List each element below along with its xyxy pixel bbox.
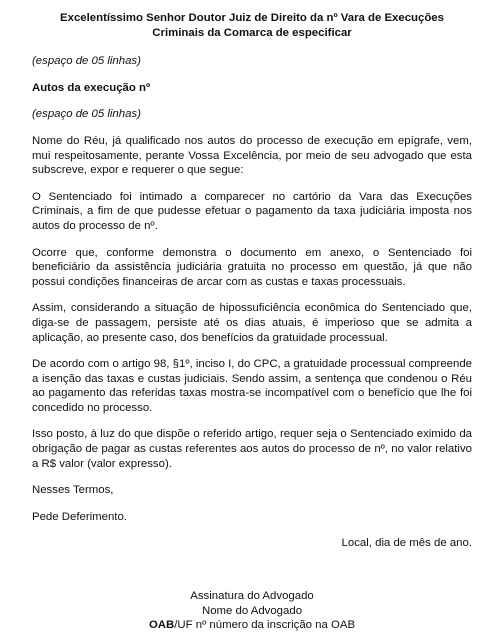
case-reference: Autos da execução nº bbox=[32, 81, 151, 94]
paragraph-legal-aid: Ocorre que, conforme demonstra o documento em anexo, o Sentenciado foi beneficiário da assistência judiciária gratuita no processo em questão, já que não possui condições financeiras de arcar com as custas e taxas processuais. bbox=[32, 246, 472, 288]
lawyer-name: Nome do Advogado bbox=[201, 604, 303, 617]
oab-registration bbox=[32, 618, 472, 633]
signature-line: Assinatura do Advogado bbox=[190, 590, 314, 603]
paragraph-request: Isso posto, à luz do que dispõe o referido artigo, requer seja o Sentenciado eximido da obrigação de pagar as custas referentes aos autos do processo de nº, no valor relativo a R$ valor (valor expresso). bbox=[32, 428, 472, 470]
place-date: Local, dia de mês de ano. bbox=[341, 537, 472, 550]
spacing-note: (espaço de 05 linhas) bbox=[32, 55, 141, 68]
closing-request: Pede Deferimento. bbox=[32, 510, 127, 523]
oab-number: /UF nº número da inscrição na OAB bbox=[174, 619, 356, 632]
paragraph-hardship: Assim, considerando a situação de hipossuficiência econômica do Sentenciado que, diga-se de passagem, persiste até os dias atuais, é imperioso que se admita a aplicação, ao presente caso, dos benefícios da gratuidade processual. bbox=[32, 302, 472, 344]
paragraph-legal-basis: De acordo com o artigo 98, §1º, inciso I, do CPC, a gratuidade processual compreende a isenção das taxas e custas judiciais. Sendo assim, a sentença que condenou o Réu ao pagamento das referidas taxas mostra-se incompatível com o benefício que lhe foi concedido no processo. bbox=[32, 358, 472, 414]
paragraph-intro: Nome do Réu, já qualificado nos autos do processo de execução em epígrafe, vem, mui respeitosamente, perante Vossa Excelência, por meio de seu advogado que esta subscreve, expor e requerer o que segue: bbox=[32, 134, 472, 177]
closing-terms: Nesses Termos, bbox=[32, 484, 114, 497]
oab-label: OAB bbox=[148, 619, 175, 632]
signature-block bbox=[32, 589, 472, 633]
spacing-note: (espaço de 05 linhas) bbox=[32, 108, 141, 121]
paragraph-summons: O Sentenciado foi intimado a comparecer no cartório da Vara das Execuções Criminais, a fim de que pudesse efetuar o pagamento da taxa judiciária imposta nos autos do processo de nº. bbox=[32, 190, 472, 232]
document-title: Excelentíssimo Senhor Doutor Juiz de Direito da nº Vara de Execuções Criminais da Comarca de especificar bbox=[60, 12, 444, 39]
